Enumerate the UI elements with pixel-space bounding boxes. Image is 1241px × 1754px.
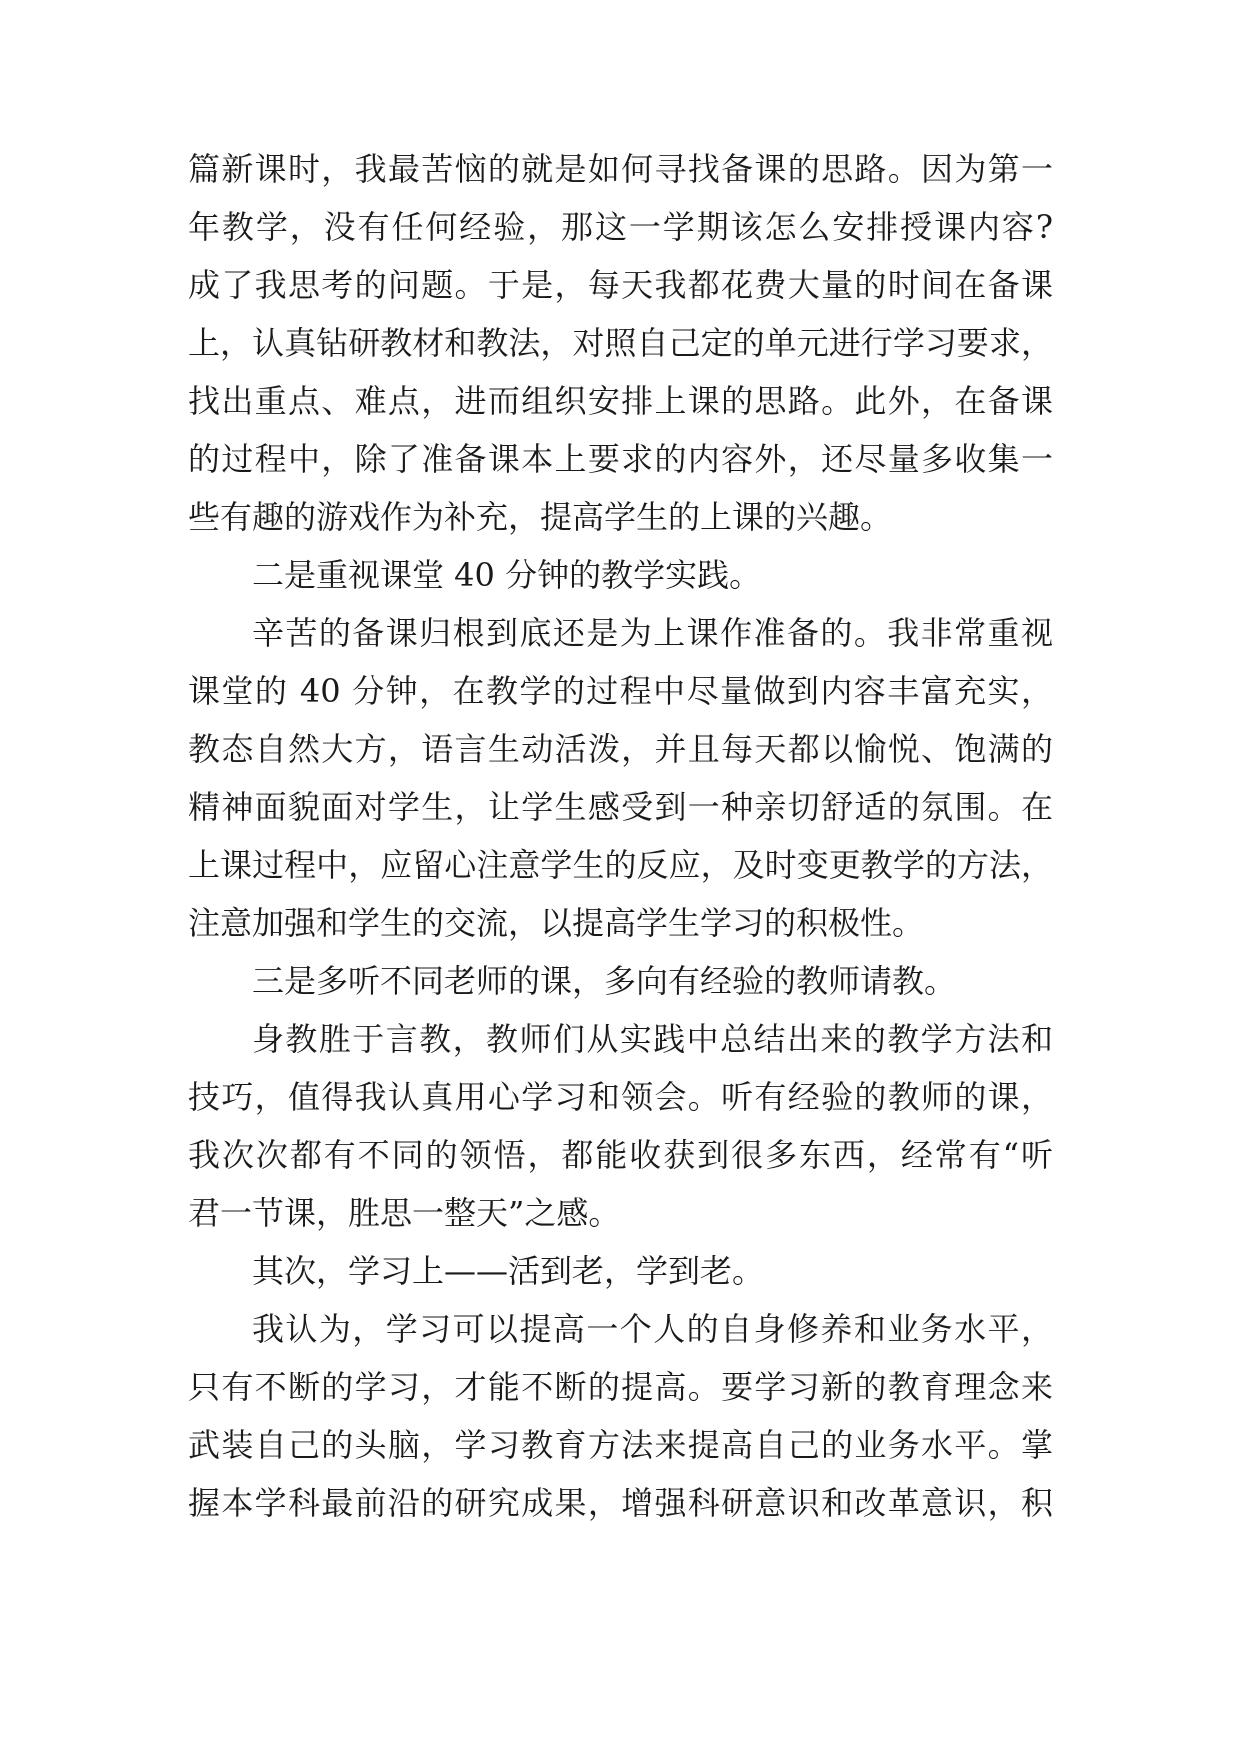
text-line: 年教学，没有任何经验，那这一学期该怎么安排授课内容? <box>188 208 1053 246</box>
body-text <box>188 140 1053 1532</box>
text-line: 上课过程中，应留心注意学生的反应，及时变更教学的方法， <box>188 846 1053 884</box>
text-line: 技巧，值得我认真用心学习和领会。听有经验的教师的课， <box>188 1078 1053 1116</box>
text-line: 上，认真钻研教材和教法，对照自己定的单元进行学习要求， <box>188 324 1053 362</box>
text-line: 握本学科最前沿的研究成果，增强科研意识和改革意识，积 <box>188 1484 1053 1522</box>
text-line: 篇新课时，我最苦恼的就是如何寻找备课的思路。因为第一 <box>188 150 1053 188</box>
text-line: 成了我思考的问题。于是，每天我都花费大量的时间在备课 <box>188 266 1053 304</box>
section-heading: 二是重视课堂 40 分钟的教学实践。 <box>252 556 762 594</box>
text-line: 君一节课，胜思一整天”之感。 <box>188 1194 621 1232</box>
text-line: 注意加强和学生的交流，以提高学生学习的积极性。 <box>188 904 925 942</box>
text-line: 身教胜于言教，教师们从实践中总结出来的教学方法和 <box>252 1020 1053 1058</box>
text-line: 的过程中，除了准备课本上要求的内容外，还尽量多收集一 <box>188 440 1053 478</box>
text-line: 辛苦的备课归根到底还是为上课作准备的。我非常重视 <box>252 614 1053 652</box>
section-heading: 三是多听不同老师的课，多向有经验的教师请教。 <box>252 962 957 1000</box>
text-line: 我认为，学习可以提高一个人的自身修养和业务水平， <box>252 1310 1053 1348</box>
section-heading: 其次，学习上——活到老，学到老。 <box>252 1252 765 1290</box>
text-line: 武装自己的头脑，学习教育方法来提高自己的业务水平。掌 <box>188 1426 1053 1464</box>
text-line: 找出重点、难点，进而组织安排上课的思路。此外，在备课 <box>188 382 1053 420</box>
text-line: 我次次都有不同的领悟，都能收获到很多东西，经常有“听 <box>188 1136 1053 1174</box>
text-line: 精神面貌面对学生，让学生感受到一种亲切舒适的氛围。在 <box>188 788 1053 826</box>
text-line: 教态自然大方，语言生动活泼，并且每天都以愉悦、饱满的 <box>188 730 1053 768</box>
text-line: 课堂的 40 分钟，在教学的过程中尽量做到内容丰富充实， <box>188 672 1053 710</box>
text-line: 些有趣的游戏作为补充，提高学生的上课的兴趣。 <box>188 498 893 536</box>
text-line: 只有不断的学习，才能不断的提高。要学习新的教育理念来 <box>188 1368 1053 1406</box>
